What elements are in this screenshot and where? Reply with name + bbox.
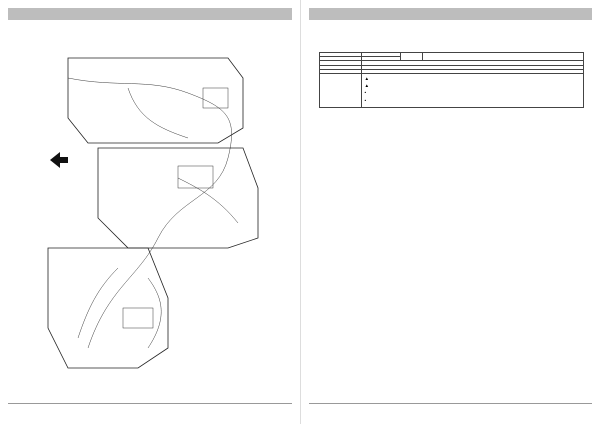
harness-branch-2	[178, 178, 238, 223]
component-block-3	[203, 88, 228, 108]
table-row-related	[320, 73, 584, 107]
frame-outline-top	[68, 58, 243, 143]
related-info	[362, 73, 584, 107]
basic-heading: •	[364, 90, 367, 96]
failure-label	[401, 53, 423, 61]
component-block-1	[178, 166, 213, 188]
warning-2	[365, 83, 581, 89]
right-page	[300, 0, 600, 424]
failure-description	[423, 53, 584, 61]
harness-main	[68, 78, 232, 348]
frame-outline-mid	[98, 148, 258, 248]
connector-layout-diagram	[28, 48, 276, 386]
harness-branch-1	[128, 88, 188, 138]
warning-triangle-icon: ▲	[364, 75, 370, 81]
harness-branch-3	[78, 268, 118, 338]
harness-branch-4	[148, 278, 161, 348]
failure-code-table	[319, 52, 584, 108]
warning-triangle-icon: ▲	[364, 82, 370, 88]
component-block-2	[123, 308, 153, 328]
left-footer	[8, 403, 292, 418]
view-arrow-icon	[50, 152, 68, 168]
related-label	[320, 73, 362, 107]
warning-1	[365, 76, 581, 82]
right-header-bar	[309, 8, 592, 20]
left-header-bar	[8, 8, 292, 20]
right-footer	[309, 403, 592, 418]
scr-heading: •	[364, 97, 367, 103]
